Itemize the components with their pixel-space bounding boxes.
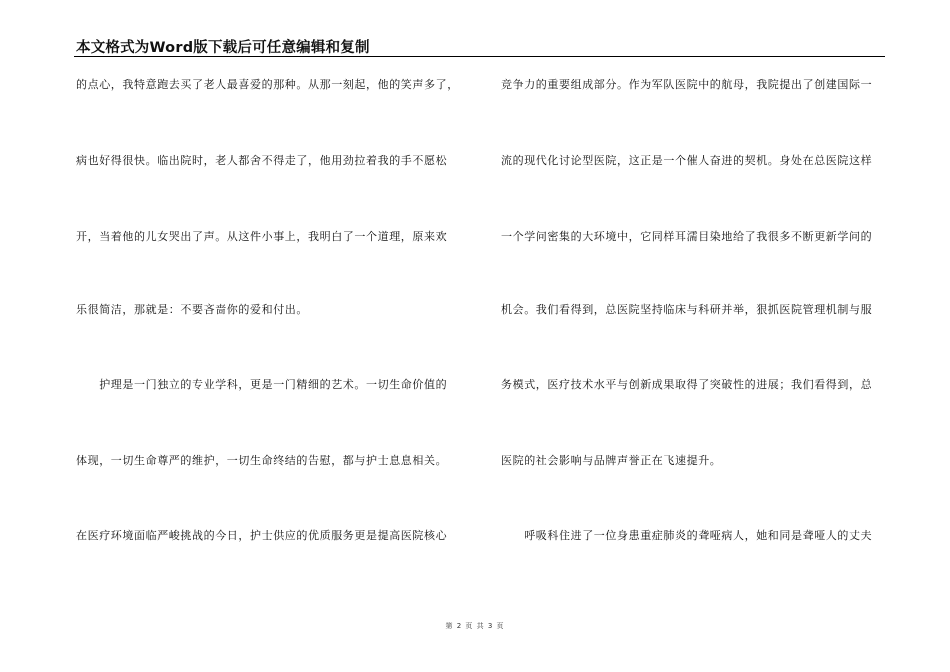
left-line-5: 护理是一门独立的专业学科，更是一门精细的艺术。一切生命价值的 <box>76 378 448 391</box>
header-divider <box>74 56 885 57</box>
right-line-7: 呼吸科住进了一位身患重症肺炎的聋哑病人，她和同是聋哑人的丈夫 <box>501 529 873 542</box>
page-number-footer: 第 2 页 共 3 页 <box>445 622 505 630</box>
right-line-6: 医院的社会影响与品牌声誉正在飞速提升。 <box>501 454 722 467</box>
left-line-4: 乐很简洁，那就是：不要吝啬你的爱和付出。 <box>76 303 308 316</box>
left-line-2: 病也好得很快。临出院时，老人都舍不得走了，他用劲拉着我的手不愿松 <box>76 154 448 167</box>
right-line-5: 务模式，医疗技术水平与创新成果取得了突破性的进展；我们看得到，总 <box>501 378 873 391</box>
right-line-1: 竞争力的重要组成部分。作为军队医院中的航母，我院提出了创建国际一 <box>501 78 873 91</box>
right-line-2: 流的现代化讨论型医院，这正是一个催人奋进的契机。身处在总医院这样 <box>501 154 873 167</box>
left-line-3: 开，当着他的儿女哭出了声。从这件小事上，我明白了一个道理，原来欢 <box>76 230 448 243</box>
page-header-title: 本文格式为Word版下载后可任意编辑和复制 <box>76 40 370 56</box>
left-line-6: 体现，一切生命尊严的维护，一切生命终结的告慰，都与护士息息相关。 <box>76 454 448 467</box>
left-line-1: 的点心，我特意跑去买了老人最喜爱的那种。从那一刻起，他的笑声多了， <box>76 78 459 91</box>
right-line-4: 机会。我们看得到，总医院坚持临床与科研并举，狠抓医院管理机制与服 <box>501 303 873 316</box>
left-line-7: 在医疗环境面临严峻挑战的今日，护士供应的优质服务更是提高医院核心 <box>76 529 448 542</box>
right-line-3: 一个学问密集的大环境中，它同样耳濡目染地给了我很多不断更新学问的 <box>501 230 873 243</box>
